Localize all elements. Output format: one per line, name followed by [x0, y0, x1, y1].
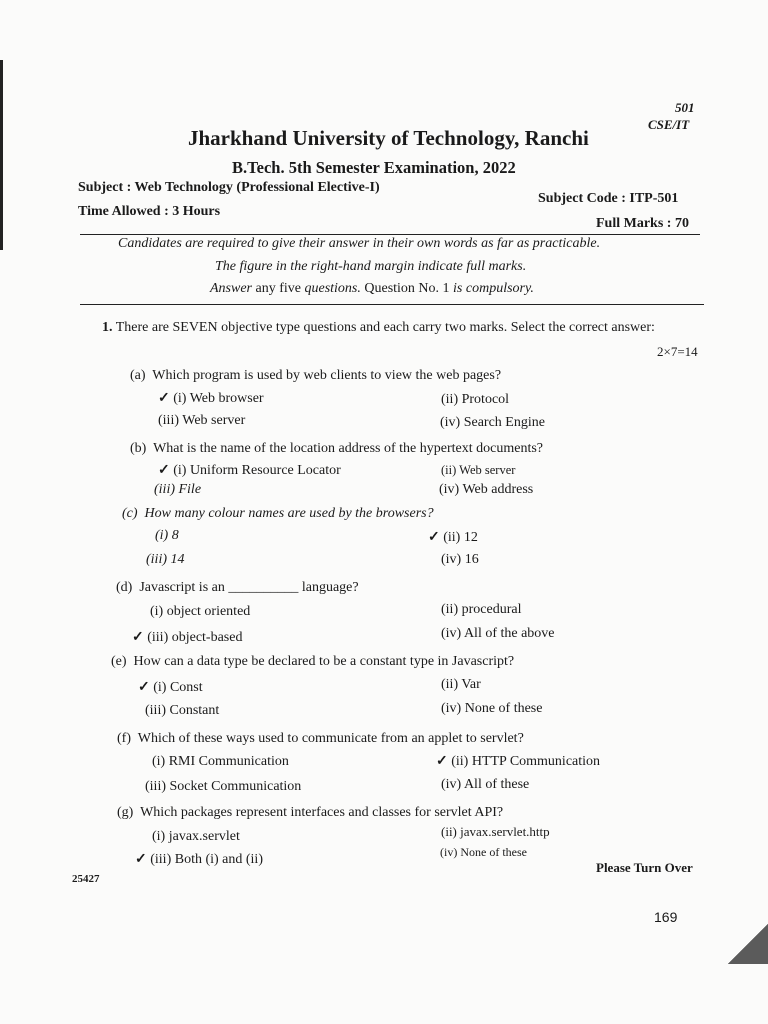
option-e-iv: (iv) None of these [441, 701, 543, 716]
tick-mark-icon: ✓ [428, 530, 440, 545]
option-e-iii: (iii) Constant [145, 703, 220, 718]
instruction-line-2: The figure in the right-hand margin indicate full marks. [215, 259, 527, 274]
option-d-iv: (iv) All of the above [441, 626, 555, 641]
subquestion-a: (a) Which program is used by web clients to view the web pages? [130, 368, 502, 383]
subquestion-c: (c) How many colour names are used by the browsers? [122, 506, 434, 521]
option-d-ii: (ii) procedural [441, 602, 522, 617]
serial-number: 25427 [72, 873, 100, 885]
tick-mark-icon: ✓ [158, 463, 170, 478]
instruction-line-3: Answer any five questions. Question No. 1 is compulsory. [210, 281, 534, 296]
option-a-iii: (iii) Web server [158, 413, 246, 428]
option-b-iii: (iii) File [154, 482, 202, 497]
option-d-i: (i) object oriented [150, 604, 251, 619]
option-c-i: (i) 8 [155, 528, 179, 543]
question-text: There are SEVEN objective type questions and each carry two marks. Select the correct answer: [115, 320, 655, 335]
subquestion-d: (d) Javascript is an __________ language? [116, 580, 359, 595]
question-number: 1. [102, 320, 113, 335]
bottom-divider [80, 304, 704, 305]
option-g-ii: (ii) javax.servlet.http [441, 824, 550, 839]
subquestion-f: (f) Which of these ways used to communicate from an applet to servlet? [117, 731, 524, 746]
scan-corner-shadow [728, 924, 768, 964]
university-title: Jharkhand University of Technology, Ranchi [188, 126, 589, 150]
tick-mark-icon: ✓ [158, 391, 170, 406]
branch-code: CSE/IT [648, 117, 690, 132]
option-b-ii: (ii) Web server [441, 463, 516, 477]
option-e-ii: (ii) Var [441, 677, 481, 692]
tick-mark-icon: ✓ [436, 754, 448, 769]
subquestion-b: (b) What is the name of the location address of the hypertext documents? [130, 441, 544, 456]
option-c-iv: (iv) 16 [441, 552, 479, 567]
option-f-iv: (iv) All of these [441, 777, 530, 792]
turn-over-note: Please Turn Over [596, 860, 693, 875]
top-divider [80, 234, 700, 235]
option-f-i: (i) RMI Communication [152, 754, 289, 769]
option-a-iv: (iv) Search Engine [440, 415, 545, 430]
question-marks: 2×7=14 [657, 344, 698, 359]
subquestion-g: (g) Which packages represent interfaces and classes for servlet API? [117, 805, 504, 820]
option-f-ii: ✓ (ii) HTTP Communication [436, 754, 601, 769]
full-marks: Full Marks : 70 [596, 216, 689, 231]
option-a-ii: (ii) Protocol [441, 392, 510, 407]
option-g-iii: ✓ (iii) Both (i) and (ii) [135, 852, 263, 867]
option-e-i: ✓ (i) Const [138, 680, 203, 695]
option-b-iv: (iv) Web address [439, 482, 534, 497]
subject-code: Subject Code : ITP-501 [538, 191, 679, 206]
instruction-line-1: Candidates are required to give their answer in their own words as far as practicable. [118, 236, 601, 251]
tick-mark-icon: ✓ [135, 852, 147, 867]
exam-title: B.Tech. 5th Semester Examination, 2022 [232, 158, 516, 177]
option-d-iii: ✓ (iii) object-based [132, 630, 243, 645]
option-g-iv: (iv) None of these [440, 845, 527, 859]
option-c-iii: (iii) 14 [146, 552, 185, 567]
scan-edge [0, 60, 3, 250]
subquestion-e: (e) How can a data type be declared to be a constant type in Javascript? [111, 654, 515, 669]
question-1 [102, 320, 655, 336]
time-allowed: Time Allowed : 3 Hours [78, 204, 221, 219]
paper-code: 501 [675, 100, 695, 115]
tick-mark-icon: ✓ [132, 630, 144, 645]
option-c-ii: ✓ (ii) 12 [428, 530, 478, 545]
page-number: 169 [654, 909, 678, 925]
option-a-i: ✓ (i) Web browser [158, 391, 264, 406]
option-b-i: ✓ (i) Uniform Resource Locator [158, 463, 341, 478]
tick-mark-icon: ✓ [138, 680, 150, 695]
subject-line: Subject : Web Technology (Professional Elective-I) [78, 180, 380, 195]
option-g-i: (i) javax.servlet [152, 829, 240, 844]
option-f-iii: (iii) Socket Communication [145, 779, 302, 794]
